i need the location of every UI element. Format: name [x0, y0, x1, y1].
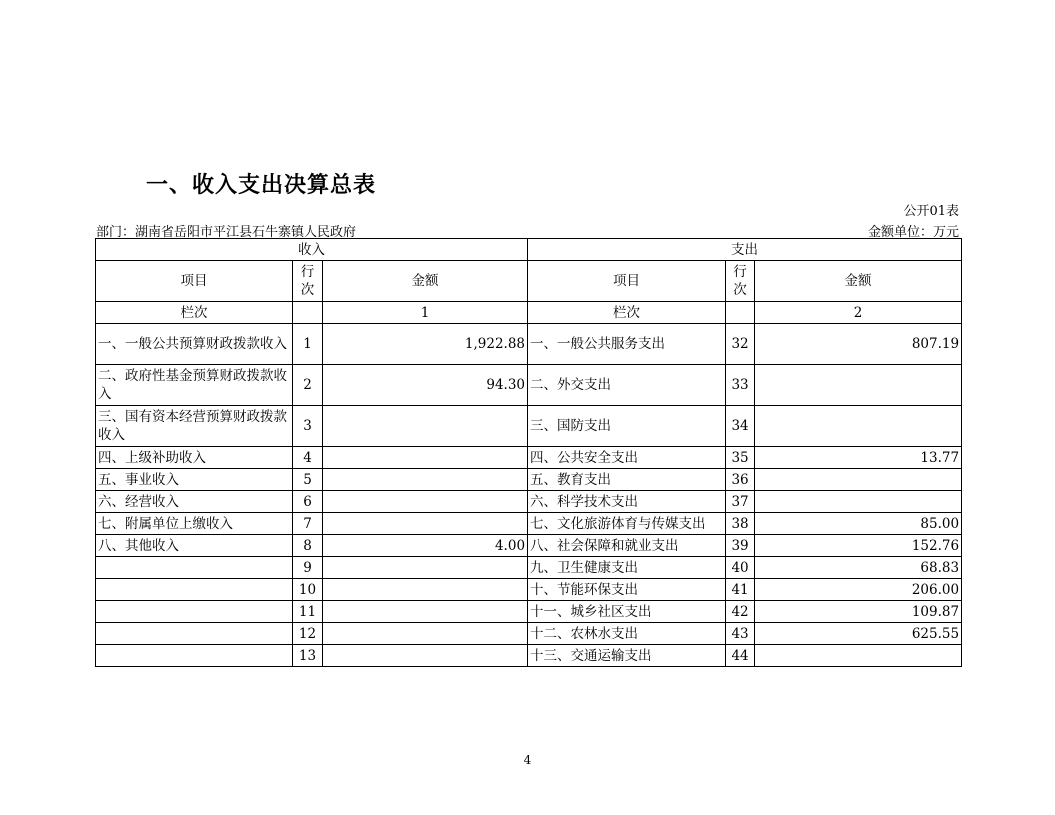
income-item: 七、附属单位上缴收入 — [96, 513, 293, 535]
income-item: 三、国有资本经营预算财政拨款收入 — [96, 406, 293, 447]
expense-line-no: 32 — [726, 324, 755, 365]
income-amount-header: 金额 — [323, 261, 528, 302]
expense-amount: 109.87 — [755, 601, 962, 623]
table-row — [96, 623, 962, 645]
table-row — [96, 579, 962, 601]
income-amount — [323, 513, 528, 535]
income-line-no: 1 — [293, 324, 323, 365]
income-amount — [323, 491, 528, 513]
page-title: 一、收入支出决算总表 — [146, 173, 377, 198]
department-label: 部门：湖南省岳阳市平江县石牛寨镇人民政府 — [96, 225, 357, 240]
income-item — [96, 645, 293, 667]
table-row — [96, 491, 962, 513]
expense-item: 十一、城乡社区支出 — [528, 601, 726, 623]
income-item — [96, 623, 293, 645]
income-item: 六、经营收入 — [96, 491, 293, 513]
income-header: 收入 — [96, 239, 528, 261]
expense-amount — [755, 469, 962, 491]
income-line-no: 4 — [293, 447, 323, 469]
expense-item-header: 项目 — [528, 261, 726, 302]
income-item — [96, 579, 293, 601]
income-line-no: 2 — [293, 365, 323, 406]
expense-line-no: 41 — [726, 579, 755, 601]
expense-item: 一、一般公共服务支出 — [528, 324, 726, 365]
income-line-no: 10 — [293, 579, 323, 601]
expense-line-no: 33 — [726, 365, 755, 406]
income-line-no: 8 — [293, 535, 323, 557]
income-amount — [323, 623, 528, 645]
income-expense-table — [95, 238, 962, 667]
form-code: 公开01表 — [903, 204, 959, 219]
column-order-row — [96, 302, 962, 324]
table-row — [96, 557, 962, 579]
expense-line-no: 38 — [726, 513, 755, 535]
table-row — [96, 535, 962, 557]
income-amount — [323, 579, 528, 601]
expense-amount: 13.77 — [755, 447, 962, 469]
expense-item: 五、教育支出 — [528, 469, 726, 491]
income-amount: 1,922.88 — [323, 324, 528, 365]
income-item: 四、上级补助收入 — [96, 447, 293, 469]
expense-item: 七、文化旅游体育与传媒支出 — [528, 513, 726, 535]
expense-amount: 807.19 — [755, 324, 962, 365]
page-number: 4 — [523, 753, 532, 767]
expense-col-number: 2 — [755, 302, 962, 324]
income-amount — [323, 469, 528, 491]
income-line-no: 12 — [293, 623, 323, 645]
income-col-number: 1 — [323, 302, 528, 324]
income-amount: 4.00 — [323, 535, 528, 557]
expense-line-no: 35 — [726, 447, 755, 469]
expense-amount: 152.76 — [755, 535, 962, 557]
expense-item: 六、科学技术支出 — [528, 491, 726, 513]
table-row — [96, 513, 962, 535]
expense-header: 支出 — [528, 239, 962, 261]
expense-amount: 85.00 — [755, 513, 962, 535]
income-line-no: 7 — [293, 513, 323, 535]
expense-amount: 625.55 — [755, 623, 962, 645]
column-header-row — [96, 261, 962, 302]
expense-item: 十二、农林水支出 — [528, 623, 726, 645]
expense-line-no: 40 — [726, 557, 755, 579]
income-amount — [323, 406, 528, 447]
expense-line-no: 36 — [726, 469, 755, 491]
income-line-no: 5 — [293, 469, 323, 491]
income-item — [96, 601, 293, 623]
expense-line-no: 34 — [726, 406, 755, 447]
income-amount — [323, 447, 528, 469]
expense-item: 八、社会保障和就业支出 — [528, 535, 726, 557]
expense-item: 四、公共安全支出 — [528, 447, 726, 469]
expense-item: 二、外交支出 — [528, 365, 726, 406]
income-line-no: 11 — [293, 601, 323, 623]
expense-item: 三、国防支出 — [528, 406, 726, 447]
table-row — [96, 645, 962, 667]
income-item: 八、其他收入 — [96, 535, 293, 557]
expense-line-no: 44 — [726, 645, 755, 667]
expense-line-no: 37 — [726, 491, 755, 513]
income-amount — [323, 601, 528, 623]
income-item — [96, 557, 293, 579]
income-amount: 94.30 — [323, 365, 528, 406]
expense-amount — [755, 365, 962, 406]
empty-cell — [293, 302, 323, 324]
expense-amount-header: 金额 — [755, 261, 962, 302]
expense-item: 十、节能环保支出 — [528, 579, 726, 601]
income-item: 二、政府性基金预算财政拨款收入 — [96, 365, 293, 406]
expense-line-no: 39 — [726, 535, 755, 557]
income-line-no: 3 — [293, 406, 323, 447]
table-row — [96, 447, 962, 469]
table-row — [96, 406, 962, 447]
table-row — [96, 469, 962, 491]
income-amount — [323, 645, 528, 667]
expense-item: 十三、交通运输支出 — [528, 645, 726, 667]
expense-item: 九、卫生健康支出 — [528, 557, 726, 579]
expense-amount — [755, 406, 962, 447]
income-item-header: 项目 — [96, 261, 293, 302]
expense-amount — [755, 491, 962, 513]
income-line-no: 13 — [293, 645, 323, 667]
table-row — [96, 365, 962, 406]
expense-amount: 68.83 — [755, 557, 962, 579]
unit-label: 金额单位：万元 — [867, 225, 959, 240]
expense-amount: 206.00 — [755, 579, 962, 601]
income-item: 五、事业收入 — [96, 469, 293, 491]
expense-line-no: 42 — [726, 601, 755, 623]
income-amount — [323, 557, 528, 579]
expense-amount — [755, 645, 962, 667]
income-line-no: 6 — [293, 491, 323, 513]
income-line-no: 9 — [293, 557, 323, 579]
expense-line-header: 行次 — [726, 261, 755, 302]
empty-cell — [726, 302, 755, 324]
section-header-row — [96, 239, 962, 261]
table-row — [96, 324, 962, 365]
income-line-header: 行次 — [293, 261, 323, 302]
expense-line-no: 43 — [726, 623, 755, 645]
expense-column-order: 栏次 — [528, 302, 726, 324]
income-item: 一、一般公共预算财政拨款收入 — [96, 324, 293, 365]
table-row — [96, 601, 962, 623]
income-column-order: 栏次 — [96, 302, 293, 324]
